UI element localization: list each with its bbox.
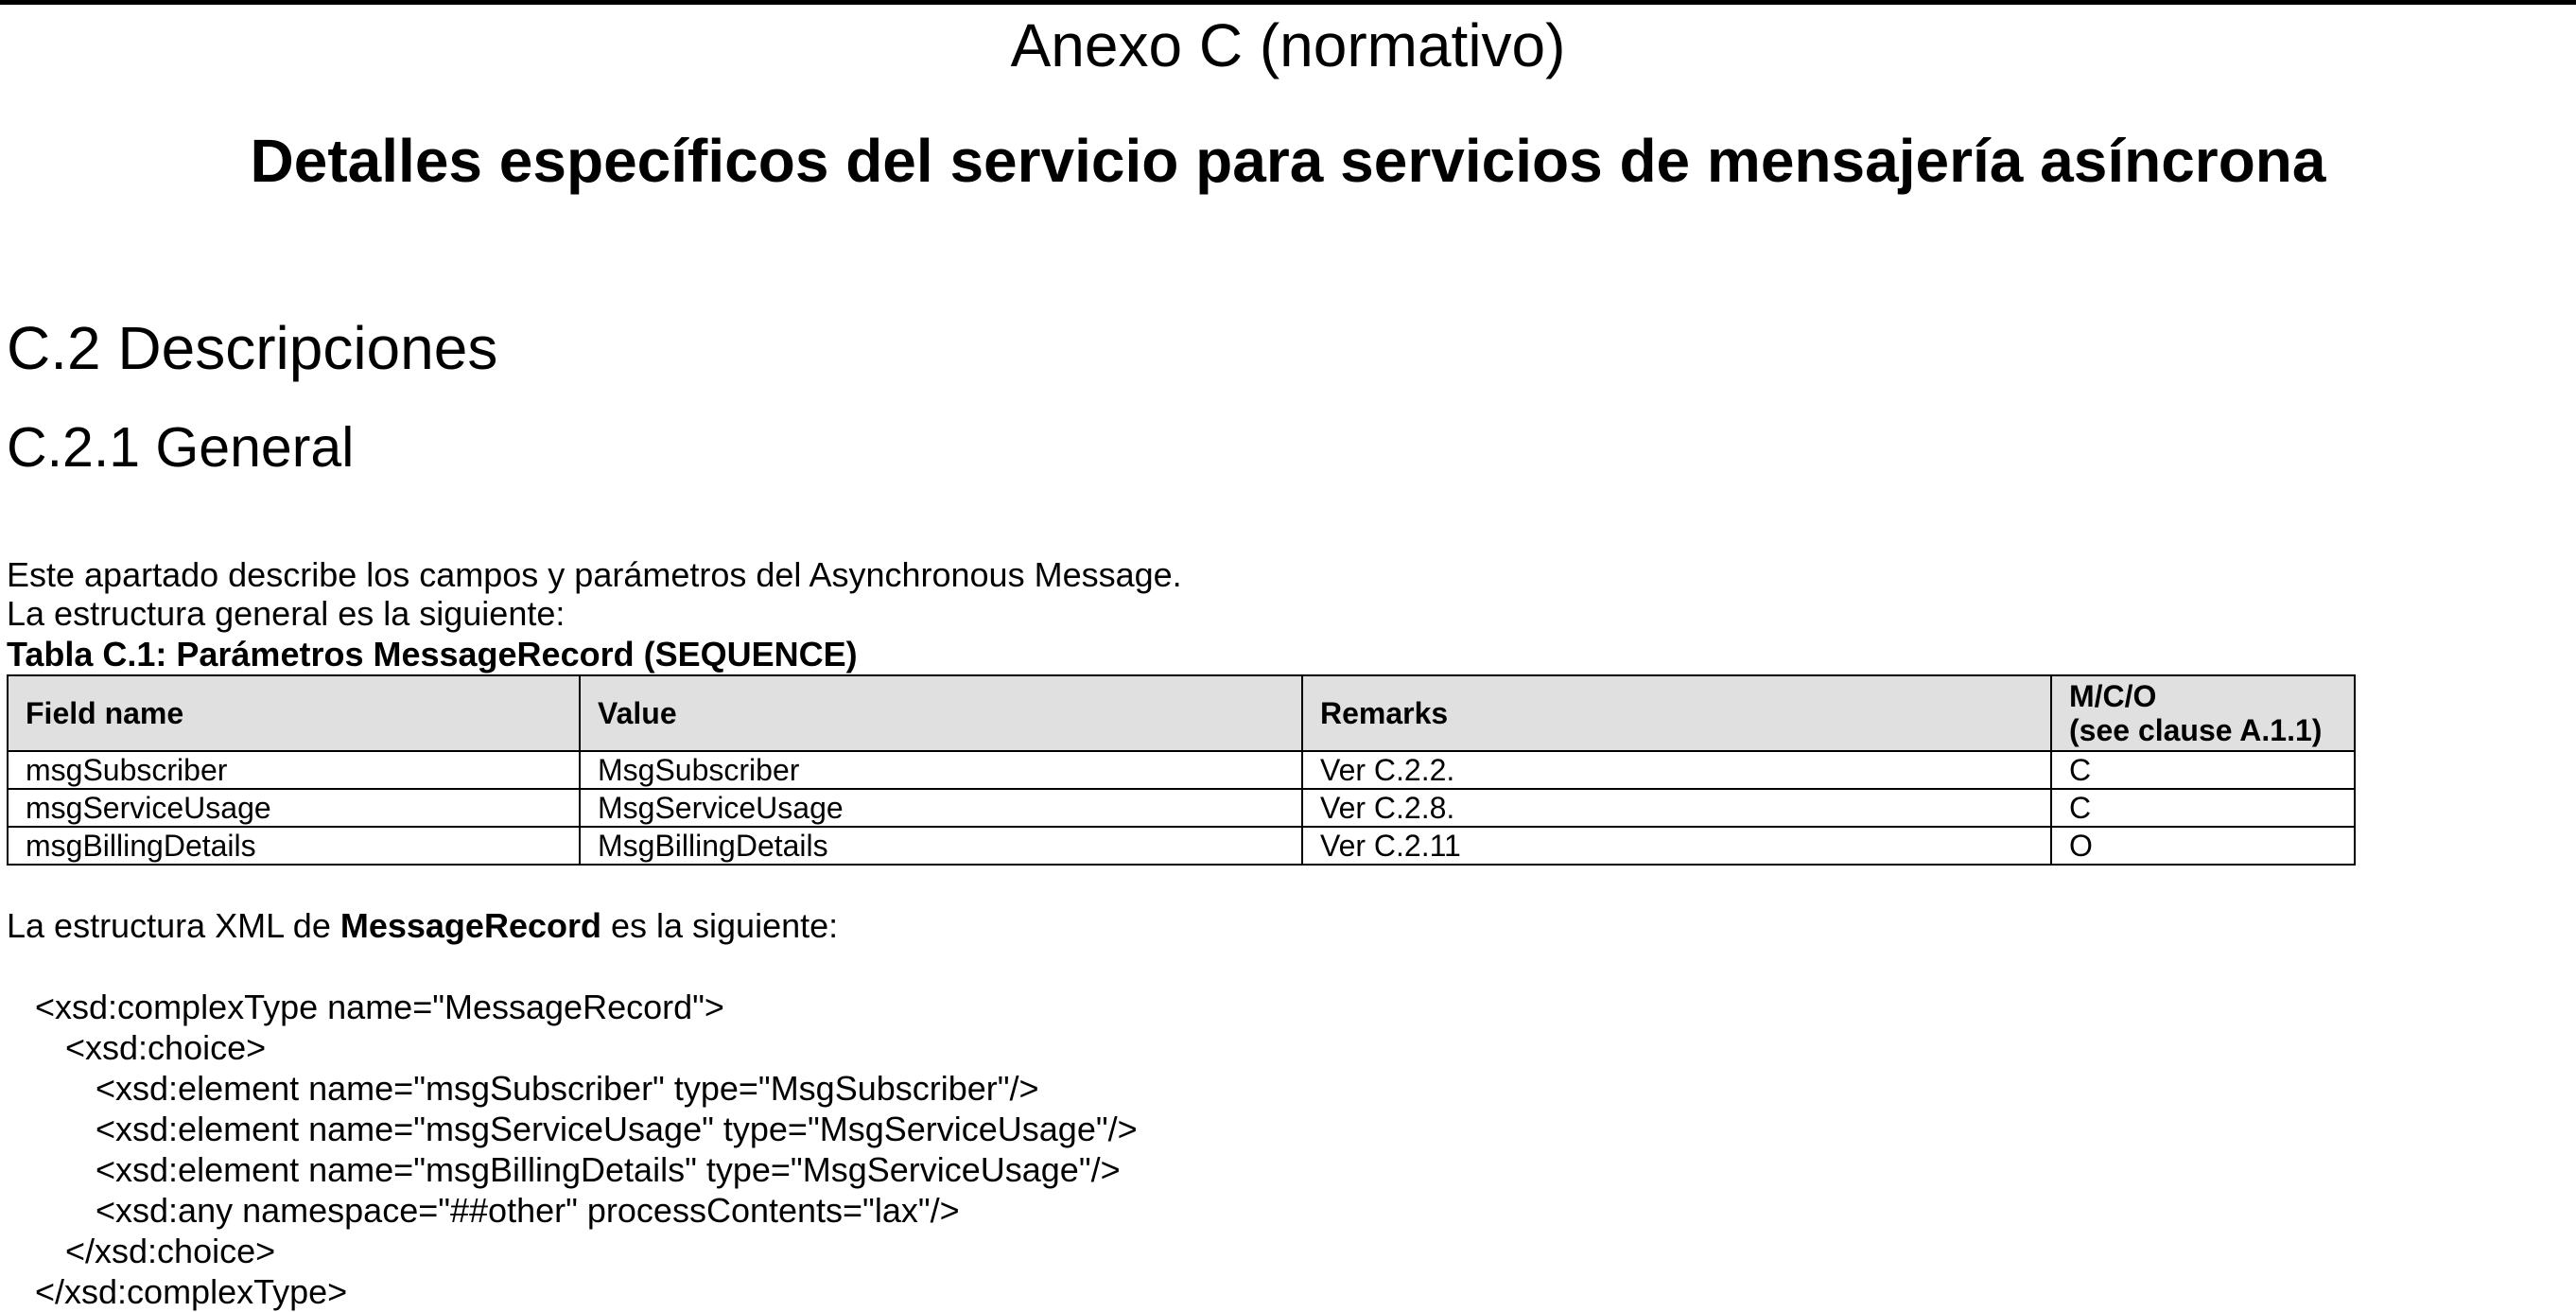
header-remarks: Remarks <box>1302 675 2051 751</box>
table-row <box>8 789 2355 827</box>
header-value: Value <box>580 675 1302 751</box>
intro-paragraph-1: Este apartado describe los campos y parámetros del Asynchronous Message. <box>7 555 1182 594</box>
intro-paragraph-2: La estructura general es la siguiente: <box>7 594 566 633</box>
cell-field: msgSubscriber <box>8 751 580 789</box>
xml-intro-type-name: MessageRecord <box>339 906 601 945</box>
header-mco-line2: (see clause A.1.1) <box>2069 713 2323 747</box>
table-row <box>8 751 2355 789</box>
cell-remarks: Ver C.2.11 <box>1302 827 2051 865</box>
cell-remarks: Ver C.2.2. <box>1302 751 2051 789</box>
section-heading: C.2 Descripciones <box>7 314 498 382</box>
xml-code-block <box>7 987 1138 1312</box>
cell-value: MsgSubscriber <box>580 751 1302 789</box>
cell-value: MsgServiceUsage <box>580 789 1302 827</box>
annex-title: Anexo C (normativo) <box>1010 11 1566 79</box>
cell-mco: C <box>2051 751 2355 789</box>
top-rule <box>0 0 2576 5</box>
code-line: </xsd:choice> <box>65 1232 276 1270</box>
table-header-row <box>8 675 2355 751</box>
xml-intro <box>7 905 838 946</box>
cell-mco: C <box>2051 789 2355 827</box>
code-line: <xsd:element name="msgServiceUsage" type="MsgServiceUsage"/> <box>96 1110 1138 1148</box>
xml-intro-suffix: es la siguiente: <box>600 906 839 945</box>
code-line: <xsd:any namespace="##other" processContents="lax"/> <box>96 1191 960 1230</box>
code-line: <xsd:element name="msgSubscriber" type="MsgSubscriber"/> <box>96 1069 1039 1108</box>
table-row <box>8 827 2355 865</box>
header-field-name: Field name <box>8 675 580 751</box>
annex-subtitle: Detalles específicos del servicio para servicios de mensajería asíncrona <box>250 127 2326 195</box>
header-mco <box>2051 675 2355 751</box>
code-line: <xsd:choice> <box>65 1028 267 1067</box>
header-mco-line1: M/C/O <box>2069 679 2157 713</box>
code-line: <xsd:element name="msgBillingDetails" type="MsgServiceUsage"/> <box>96 1150 1121 1189</box>
xml-intro-prefix: La estructura XML de <box>7 906 340 945</box>
cell-field: msgBillingDetails <box>8 827 580 865</box>
code-line: <xsd:complexType name="MessageRecord"> <box>35 988 724 1026</box>
cell-mco: O <box>2051 827 2355 865</box>
subsection-heading: C.2.1 General <box>7 416 355 479</box>
cell-remarks: Ver C.2.8. <box>1302 789 2051 827</box>
parameters-table <box>7 674 2356 866</box>
cell-field: msgServiceUsage <box>8 789 580 827</box>
cell-value: MsgBillingDetails <box>580 827 1302 865</box>
table-caption: Tabla C.1: Parámetros MessageRecord (SEQUENCE) <box>7 635 858 673</box>
code-line: </xsd:complexType> <box>35 1272 348 1311</box>
